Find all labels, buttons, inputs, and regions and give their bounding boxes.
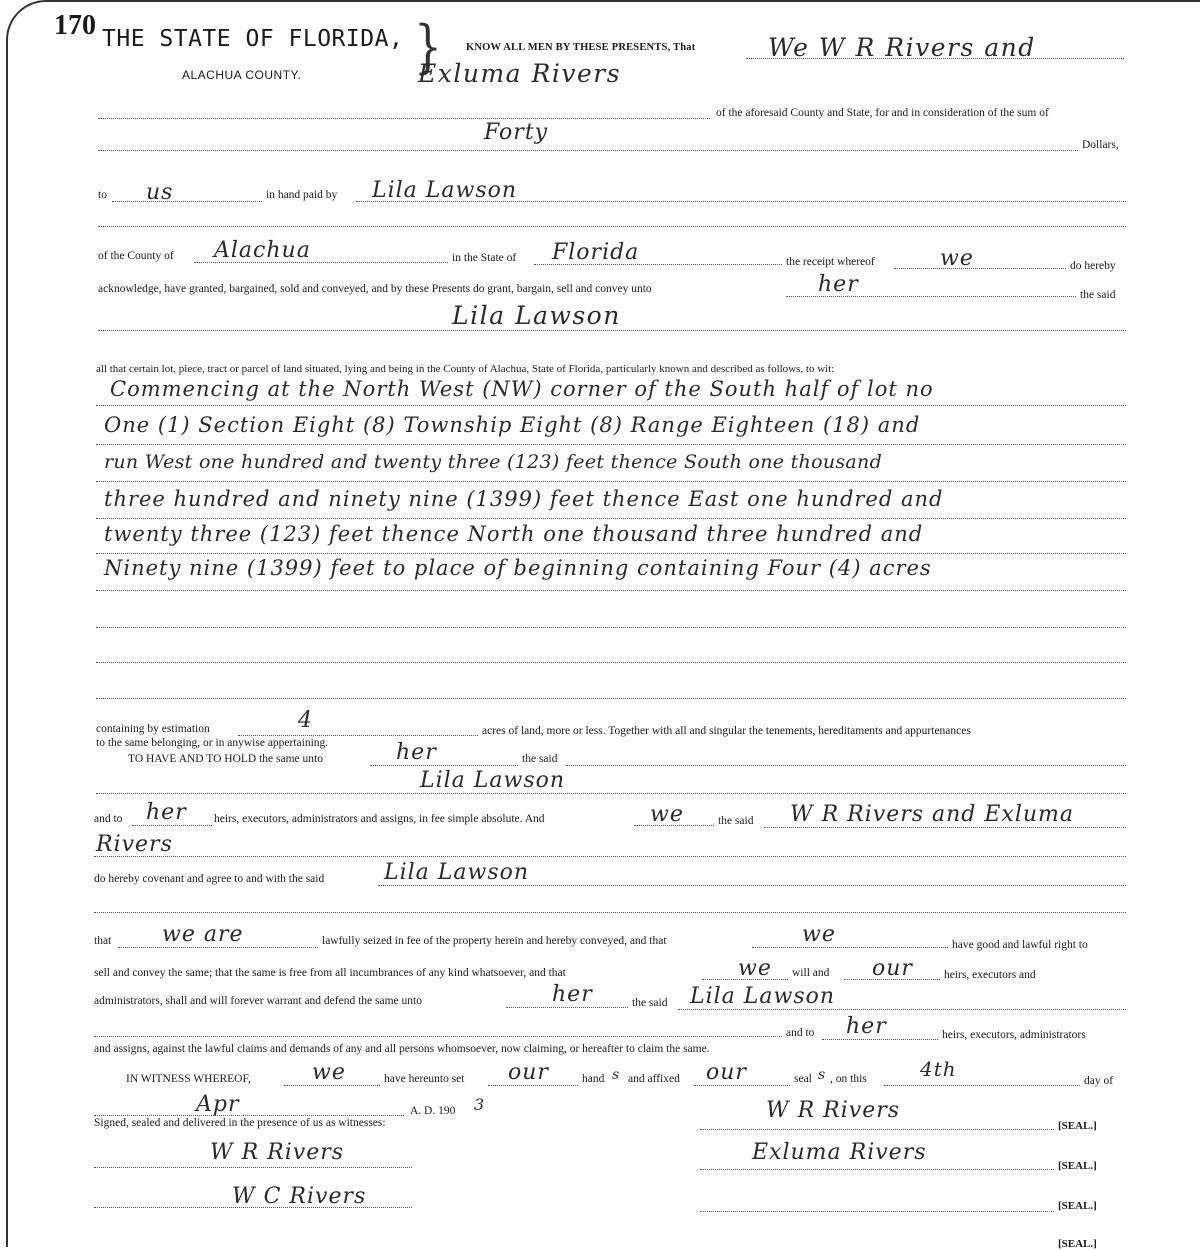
rule [752,947,948,948]
assigns-label: and assigns, against the lawful claims and demands of any and all persons whomsoever, now claiming, or hereafter to claim the same. [94,1043,710,1055]
description-line: three hundred and ninety nine (1399) feet thence East one hundred and [104,487,944,511]
rule [98,330,1126,331]
to-label: to [98,189,107,201]
witness-value: we [312,1060,346,1085]
seal-label: [SEAL.] [1058,1200,1097,1212]
rule [96,698,1126,699]
seal-label: [SEAL.] [1058,1120,1097,1132]
state-value: Florida [552,240,640,265]
to-have-value: her [396,740,437,765]
rule [96,553,1126,554]
on-this-label: , on this [830,1073,867,1085]
receipt-label: the receipt whereof [786,256,875,268]
rule [96,405,1126,406]
ad-label: A. D. 190 [410,1105,456,1117]
grantors-line1: We W R Rivers and [768,33,1036,62]
heirs-admin-label: heirs, executors, administrators [942,1029,1086,1041]
administrators-label: administrators, shall and will forever warrant and defend the same unto [94,995,422,1007]
hand-s-value: s [612,1067,621,1083]
grantee-value: Lila Lawson [452,301,621,330]
rule [96,793,1126,794]
the-said2-label: the said [718,815,754,827]
heirs-label: heirs, executors, administrators and assigns, in fee simple absolute. And [214,813,545,825]
page-border [6,0,1200,1247]
description-line: Ninety nine (1399) feet to place of beginning containing Four (4) acres [104,556,932,580]
page-number: 170 [54,10,96,41]
seized-value: we [802,922,836,947]
and-to-value: her [146,800,187,825]
grantee-value: Lila Lawson [690,984,836,1009]
heirs-exec-label: heirs, executors and [944,969,1036,981]
rule [566,765,1126,766]
rule [894,268,1066,269]
receipt-value: we [940,246,974,271]
seized-label: lawfully seized in fee of the property herein and hereby conveyed, and that [322,935,667,947]
rule [700,1169,1054,1170]
know-all-men: KNOW ALL MEN BY THESE PRESENTS, That [466,42,696,53]
county-title: ALACHUA COUNTY. [182,68,302,82]
estimation-value: 4 [298,708,313,733]
seal-word-label: seal [794,1073,812,1085]
unto-value: her [552,982,593,1007]
rule [884,1085,1080,1086]
signed-label: Signed, sealed and delivered in the presence of us as witnesses: [94,1117,386,1129]
seal-label: [SEAL.] [1058,1238,1097,1250]
day-of-label: day of [1084,1075,1114,1087]
rule [96,590,1126,591]
good-right-label: have good and lawful right to [952,939,1088,951]
sell-convey-label: sell and convey the same; that the same is free from all incumbrances of any kind whatsoever, and that [94,967,566,979]
rule [94,856,1126,857]
year-value: 3 [474,1095,486,1114]
rule [96,662,1126,663]
grantor-signature: W R Rivers [766,1098,901,1123]
state-title: THE STATE OF FLORIDA, [102,26,404,52]
hand-value: our [508,1060,549,1085]
rule [94,912,1126,913]
the-said-label: the said [632,997,668,1009]
rule [98,226,1126,227]
and-to-label: and to [786,1027,815,1039]
and-to-value: her [846,1014,887,1039]
and-value: we [650,802,684,827]
the-said-label: the said [522,753,558,765]
covenant-value: Lila Lawson [384,860,530,885]
consideration-label: of the aforesaid County and State, for and in consideration of the sum of [716,107,1049,119]
of-county-label: of the County of [98,250,174,262]
will-and-label: will and [792,967,830,979]
unto-value: her [818,272,859,297]
consideration-amount: Forty [484,120,549,145]
rule [96,481,1126,482]
grantors-value-a: W R Rivers and Exluma [790,802,1075,827]
to-have-label: TO HAVE AND TO HOLD the same unto [128,753,323,765]
description-line: One (1) Section Eight (8) Township Eight (8) Range Eighteen (18) and [104,413,921,437]
rule [94,1167,412,1168]
that-label: that [94,935,112,947]
estimation-label: containing by estimation [96,723,210,735]
rule [94,1036,782,1037]
rule [112,201,262,202]
in-witness-label: IN WITNESS WHEREOF, [126,1073,251,1085]
grantors-value-b: Rivers [96,832,173,857]
in-state-label: in the State of [452,252,517,264]
and-to-label: and to [94,813,123,825]
that-value: we are [162,922,244,947]
witness-signature: W C Rivers [232,1184,367,1209]
description-intro: all that certain lot, piece, tract or parcel of land situated, lying and being in the County of Alachua, State of Florida, particularly known and described as follows, to wit: [96,363,835,375]
rule [96,444,1126,445]
affixed-label: and affixed [628,1073,680,1085]
acres-label: acres of land, more or less. Together with all and singular the tenements, hereditaments and appurtenances [482,725,971,737]
covenant-label: do hereby covenant and agree to and with the said [94,873,325,885]
rule [96,627,1126,628]
seal-label: [SEAL.] [1058,1160,1097,1172]
hand-label: hand [582,1073,605,1085]
belonging-label: to the same belonging, or in anywise appertaining. [96,737,329,749]
grantee-value: Lila Lawson [420,768,566,793]
rule [96,518,1126,519]
month-value: Apr [196,1092,240,1117]
brace: } [414,14,442,81]
county-value: Alachua [214,238,311,263]
grantor-signature: Exluma Rivers [752,1140,927,1165]
description-line: twenty three (123) feet thence North one thousand three hundred and [104,522,924,546]
hereunto-label: have hereunto set [384,1073,465,1085]
rule [98,118,710,119]
description-line: Commencing at the North West (NW) corner of the South half of lot no [110,377,934,401]
dollars-label: Dollars, [1082,139,1119,151]
witness-signature: W R Rivers [210,1140,345,1165]
do-hereby-label: do hereby [1070,260,1116,272]
the-said-label: the said [1080,289,1116,301]
acknowledge-label: acknowledge, have granted, bargained, sold and conveyed, and by these Presents do grant, bargain, sell and convey unto [98,283,652,295]
description-line: run West one hundred and twenty three (123) feet thence South one thousand [104,451,883,473]
will-value: we [738,956,772,981]
rule [98,150,1078,151]
seal-s-value: s [818,1067,827,1083]
to-value: us [146,180,174,205]
rule [700,1211,1054,1212]
seal-value: our [706,1060,747,1085]
grantors-line2: Exluma Rivers [418,59,622,88]
day-value: 4th [920,1057,957,1081]
rule [370,765,518,766]
payer-value: Lila Lawson [372,178,518,203]
paid-by-label: in hand paid by [266,189,338,201]
our-value: our [872,956,913,981]
rule [700,1129,1054,1130]
